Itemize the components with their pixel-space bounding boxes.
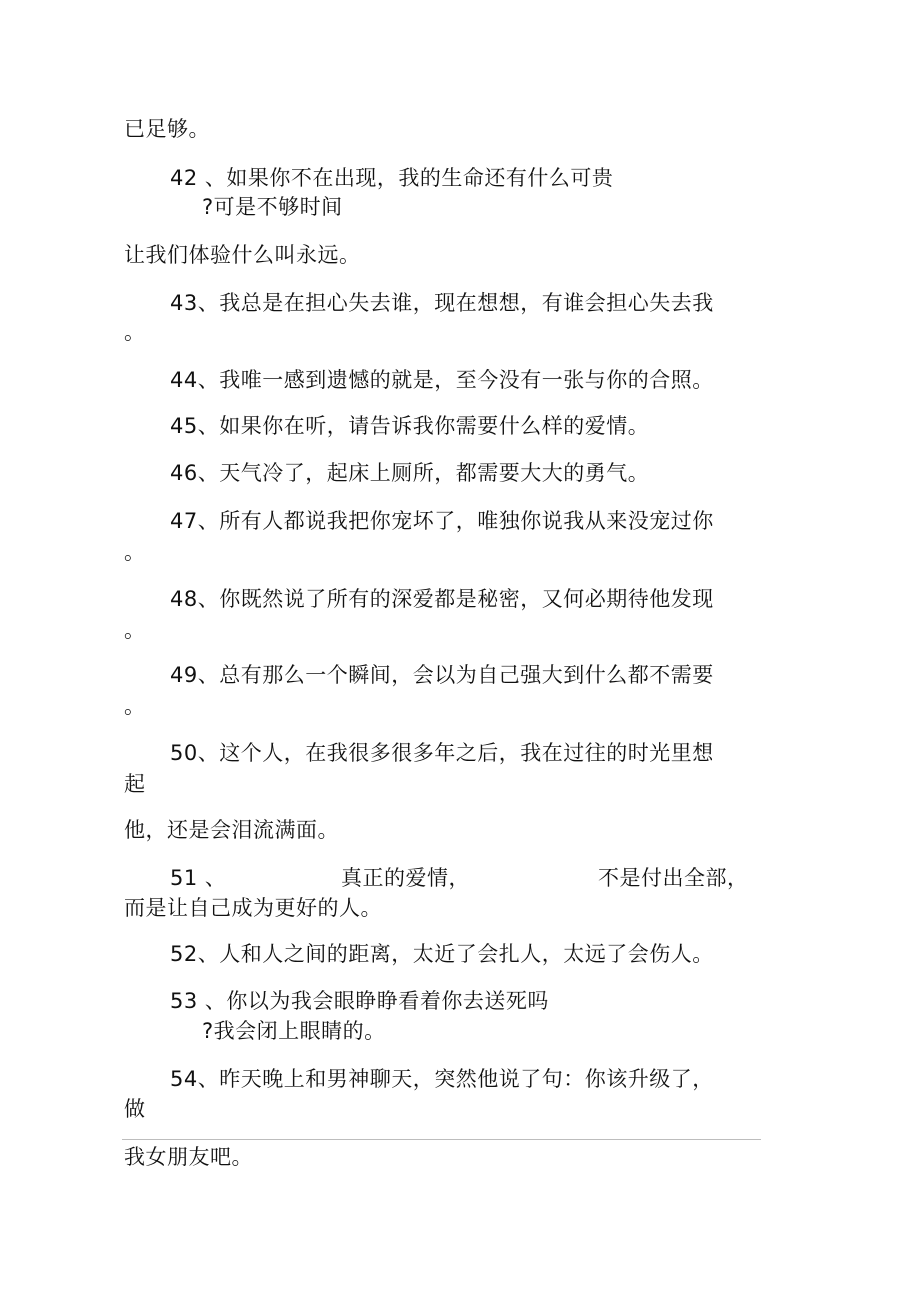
text-line: 做 bbox=[124, 1097, 146, 1121]
item-47: 47、所有人都说我把你宠坏了，唯独你说我从来没宠过你 bbox=[170, 509, 714, 533]
text-line: ?可是不够时间 bbox=[202, 195, 343, 219]
item-49: 49、总有那么一个瞬间，会以为自己强大到什么都不需要 bbox=[170, 663, 714, 687]
text-line: ?我会闭上眼睛的。 bbox=[202, 1019, 386, 1043]
text-line: 。 bbox=[124, 540, 146, 564]
text-line: 。 bbox=[124, 618, 146, 642]
item-44: 44、我唯一感到遗憾的就是，至今没有一张与你的合照。 bbox=[170, 368, 714, 392]
item-53: 53 、你以为我会眼睁睁看着你去送死吗 bbox=[170, 989, 549, 1013]
text-line: 而是让自己成为更好的人。 bbox=[124, 896, 382, 920]
item-45: 45、如果你在听，请告诉我你需要什么样的爱情。 bbox=[170, 414, 650, 438]
item-52: 52、人和人之间的距离，太近了会扎人，太远了会伤人。 bbox=[170, 942, 714, 966]
text-line: 。 bbox=[124, 320, 146, 344]
item-51-part: 不是付出全部， bbox=[598, 866, 749, 890]
text-line: 让我们体验什么叫永远。 bbox=[124, 243, 361, 267]
divider-line bbox=[122, 1139, 761, 1140]
text-line: 起 bbox=[124, 772, 146, 796]
item-54: 54、昨天晚上和男神聊天，突然他说了句：你该升级了， bbox=[170, 1067, 714, 1091]
item-48: 48、你既然说了所有的深爱都是秘密，又何必期待他发现 bbox=[170, 587, 714, 611]
item-46: 46、天气冷了，起床上厕所，都需要大大的勇气。 bbox=[170, 461, 650, 485]
item-51-number: 51 、 bbox=[170, 866, 227, 890]
item-43: 43、我总是在担心失去谁，现在想想，有谁会担心失去我 bbox=[170, 291, 714, 315]
item-42: 42 、如果你不在出现，我的生命还有什么可贵 bbox=[170, 166, 614, 190]
text-line: 他，还是会泪流满面。 bbox=[124, 818, 339, 842]
item-51-part: 真正的爱情， bbox=[341, 866, 470, 890]
text-line: 。 bbox=[124, 694, 146, 718]
text-line: 已足够。 bbox=[124, 117, 210, 141]
text-line: 我女朋友吧。 bbox=[124, 1145, 253, 1169]
item-50: 50、这个人，在我很多很多年之后，我在过往的时光里想 bbox=[170, 741, 714, 765]
